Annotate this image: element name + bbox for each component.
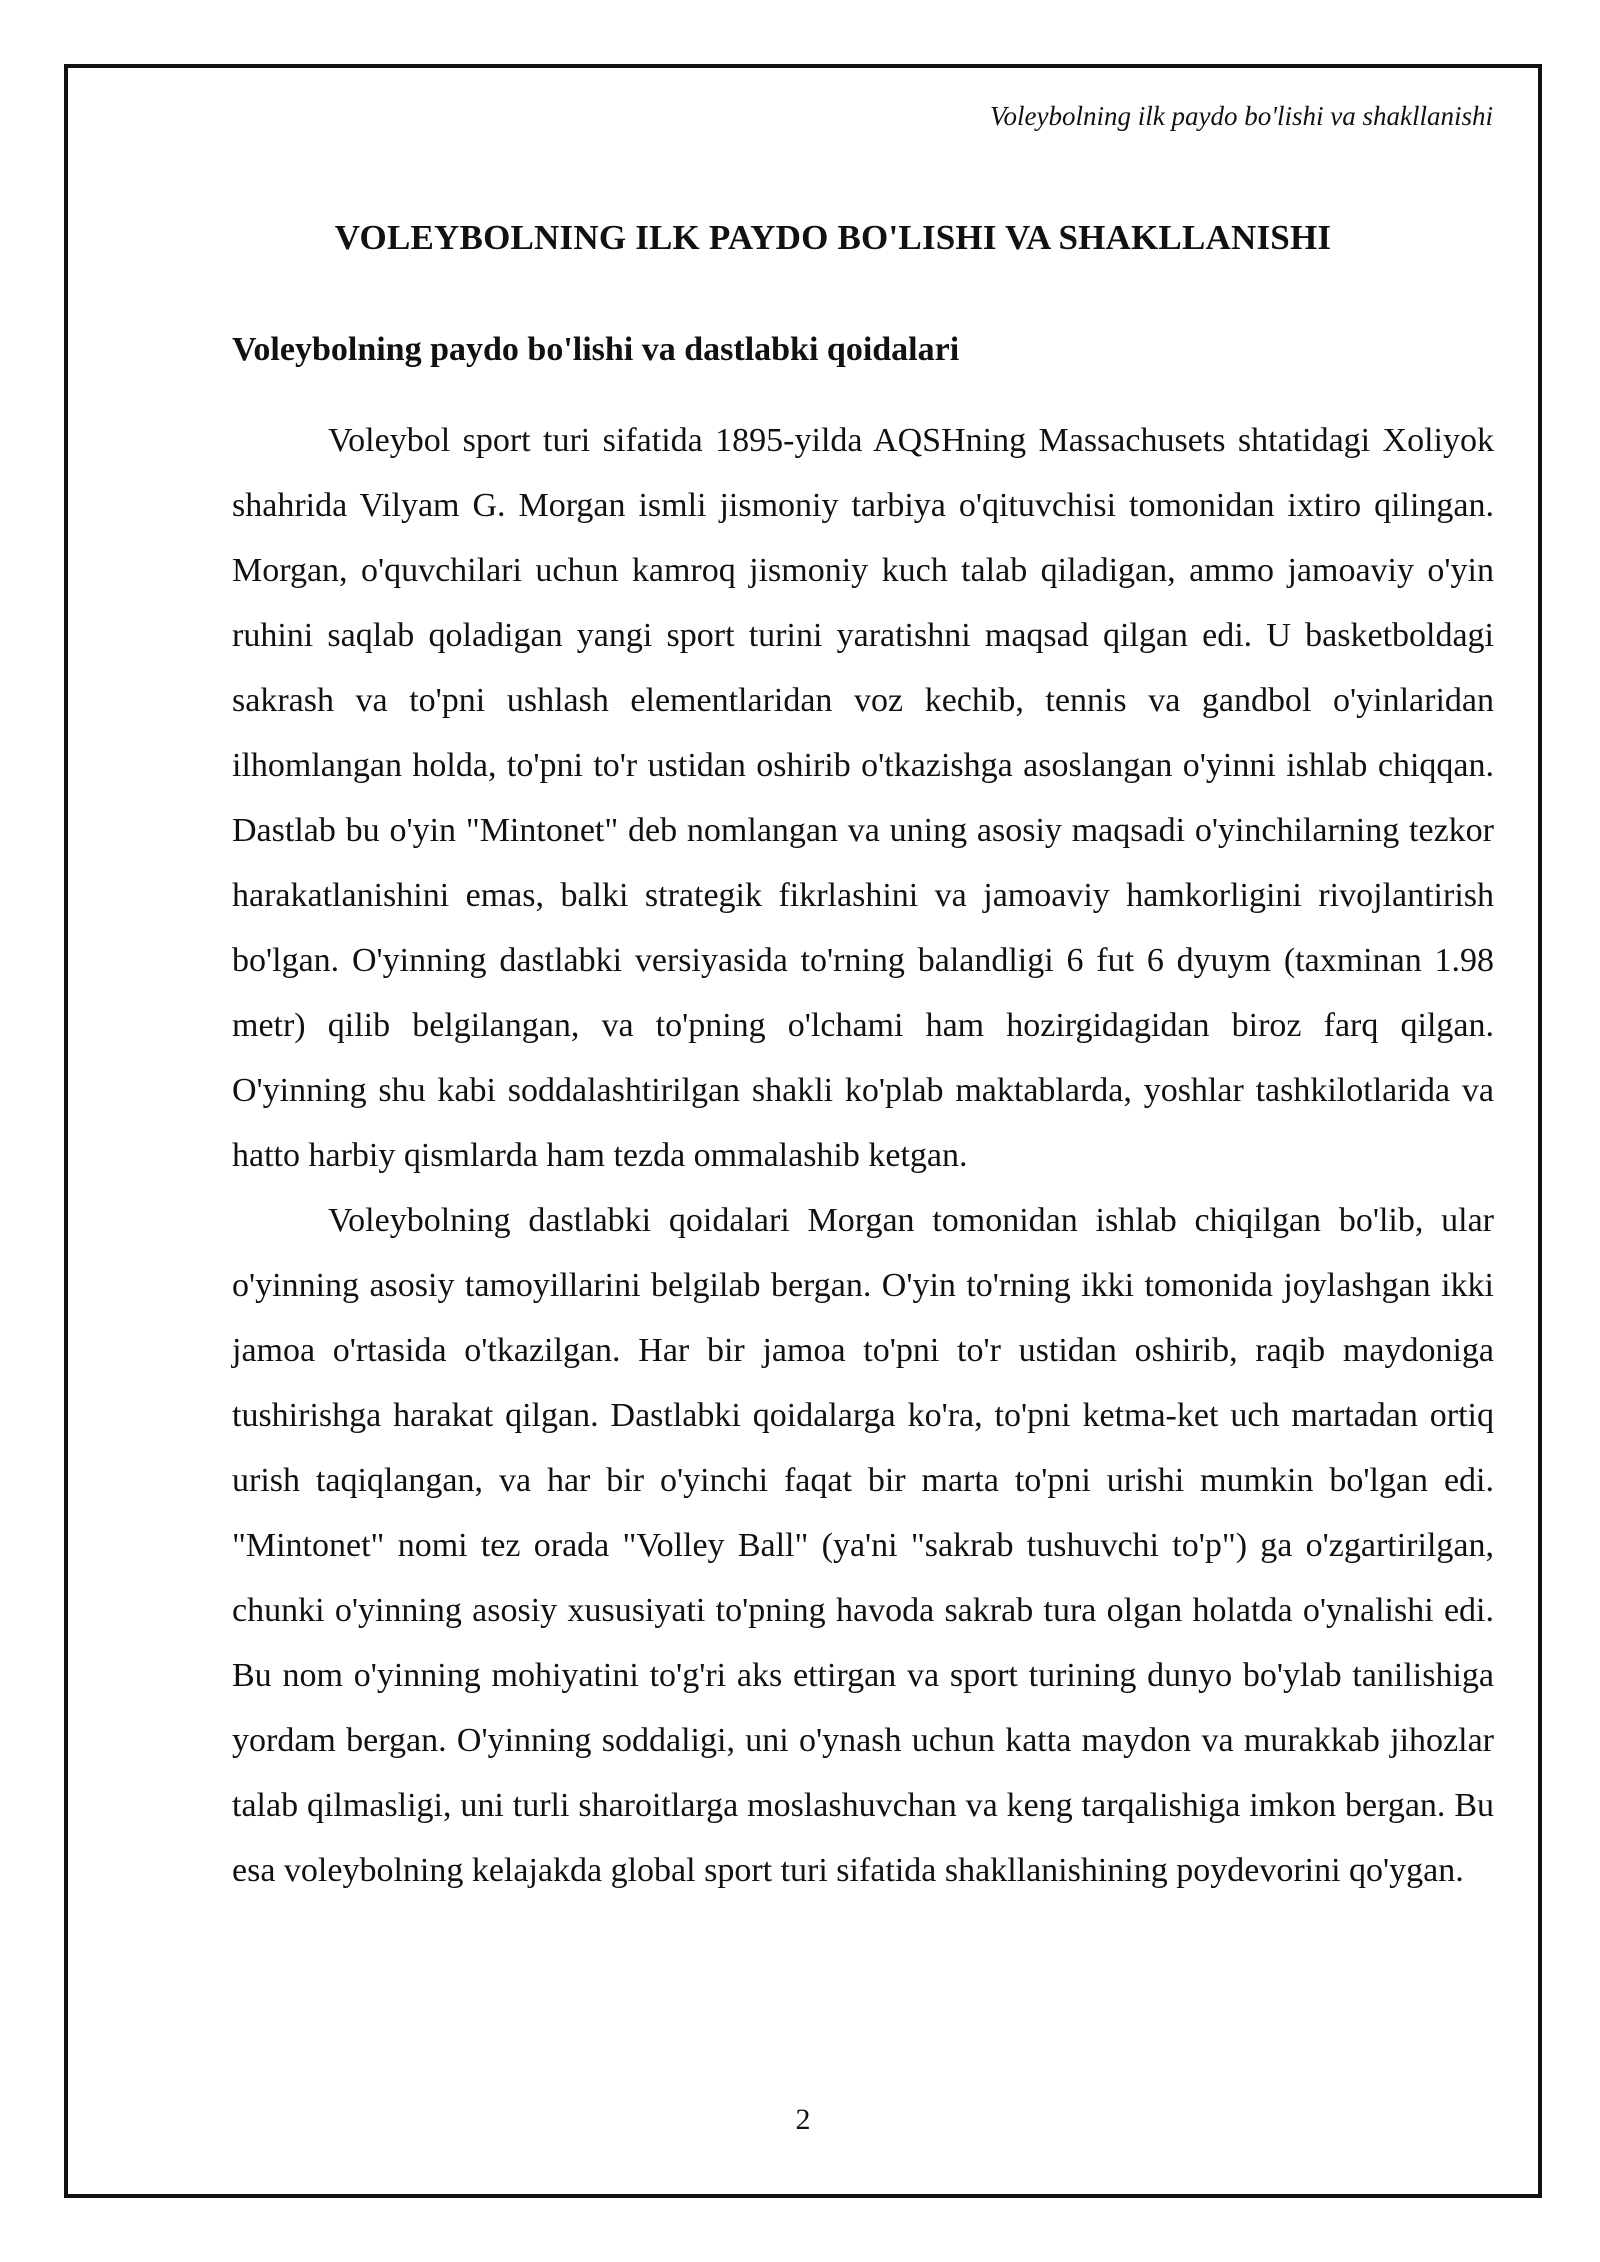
page-frame (64, 64, 1542, 2198)
section-heading: Voleybolning paydo bo'lishi va dastlabki qoidalari (232, 331, 960, 368)
body-text (232, 408, 1494, 1903)
page-number: 2 (795, 2103, 811, 2136)
paragraph: Voleybol sport turi sifatida 1895-yilda AQSHning Massachusets shtatidagi Xoliyok shahrida Vilyam G. Morgan ismli jismoniy tarbiya o'qituvchisi tomonidan ixtiro qilingan. Morgan, o'quvchilari uchun kamroq jismoniy kuch talab qiladigan, ammo jamoaviy o'yin ruhini saqlab qoladigan yangi sport turini yaratishni maqsad qilgan edi. U basketboldagi sakrash va to'pni ushlash elementlaridan voz kechib, tennis va gandbol o'yinlaridan ilhomlangan holda, to'pni to'r ustidan oshirib o'tkazishga asoslangan o'yinni ishlab chiqqan. Dastlab bu o'yin "Mintonet" deb nomlangan va uning asosiy maqsadi o'yinchilarning tezkor harakatlanishini emas, balki strategik fikrlashini va jamoaviy hamkorligini rivojlantirish bo'lgan. O'yinning dastlabki versiyasida to'rning balandligi 6 fut 6 dyuym (taxminan 1.98 metr) qilib belgilangan, va to'pning o'lchami ham hozirgidagidan biroz farq qilgan. O'yinning shu kabi soddalashtirilgan shakli ko'plab maktablarda, yoshlar tashkilotlarida va hatto harbiy qismlarda ham tezda ommalashib ketgan. (232, 422, 1494, 1174)
running-header: Voleybolning ilk paydo bo'lishi va shakllanishi (990, 101, 1493, 131)
document-title: VOLEYBOLNING ILK PAYDO BO'LISHI VA SHAKLLANISHI (334, 218, 1332, 257)
paragraph: Voleybolning dastlabki qoidalari Morgan tomonidan ishlab chiqilgan bo'lib, ular o'yinning asosiy tamoyillarini belgilab bergan. O'yin to'rning ikki tomonida joylashgan ikki jamoa o'rtasida o'tkazilgan. Har bir jamoa to'pni to'r ustidan oshirib, raqib maydoniga tushirishga harakat qilgan. Dastlabki qoidalarga ko'ra, to'pni ketma-ket uch martadan ortiq urish taqiqlangan, va har bir o'yinchi faqat bir marta to'pni urishi mumkin bo'lgan edi. "Mintonet" nomi tez orada "Volley Ball" (ya'ni "sakrab tushuvchi to'p") ga o'zgartirilgan, chunki o'yinning asosiy xususiyati to'pning havoda sakrab tura olgan holatda o'ynalishi edi. Bu nom o'yinning mohiyatini to'g'ri aks ettirgan va sport turining dunyo bo'ylab tanilishiga yordam bergan. O'yinning soddaligi, uni o'ynash uchun katta maydon va murakkab jihozlar talab qilmasligi, uni turli sharoitlarga moslashuvchan va keng tarqalishiga imkon bergan. Bu esa voleybolning kelajakda global sport turi sifatida shakllanishining poydevorini qo'ygan. (232, 1202, 1494, 1889)
